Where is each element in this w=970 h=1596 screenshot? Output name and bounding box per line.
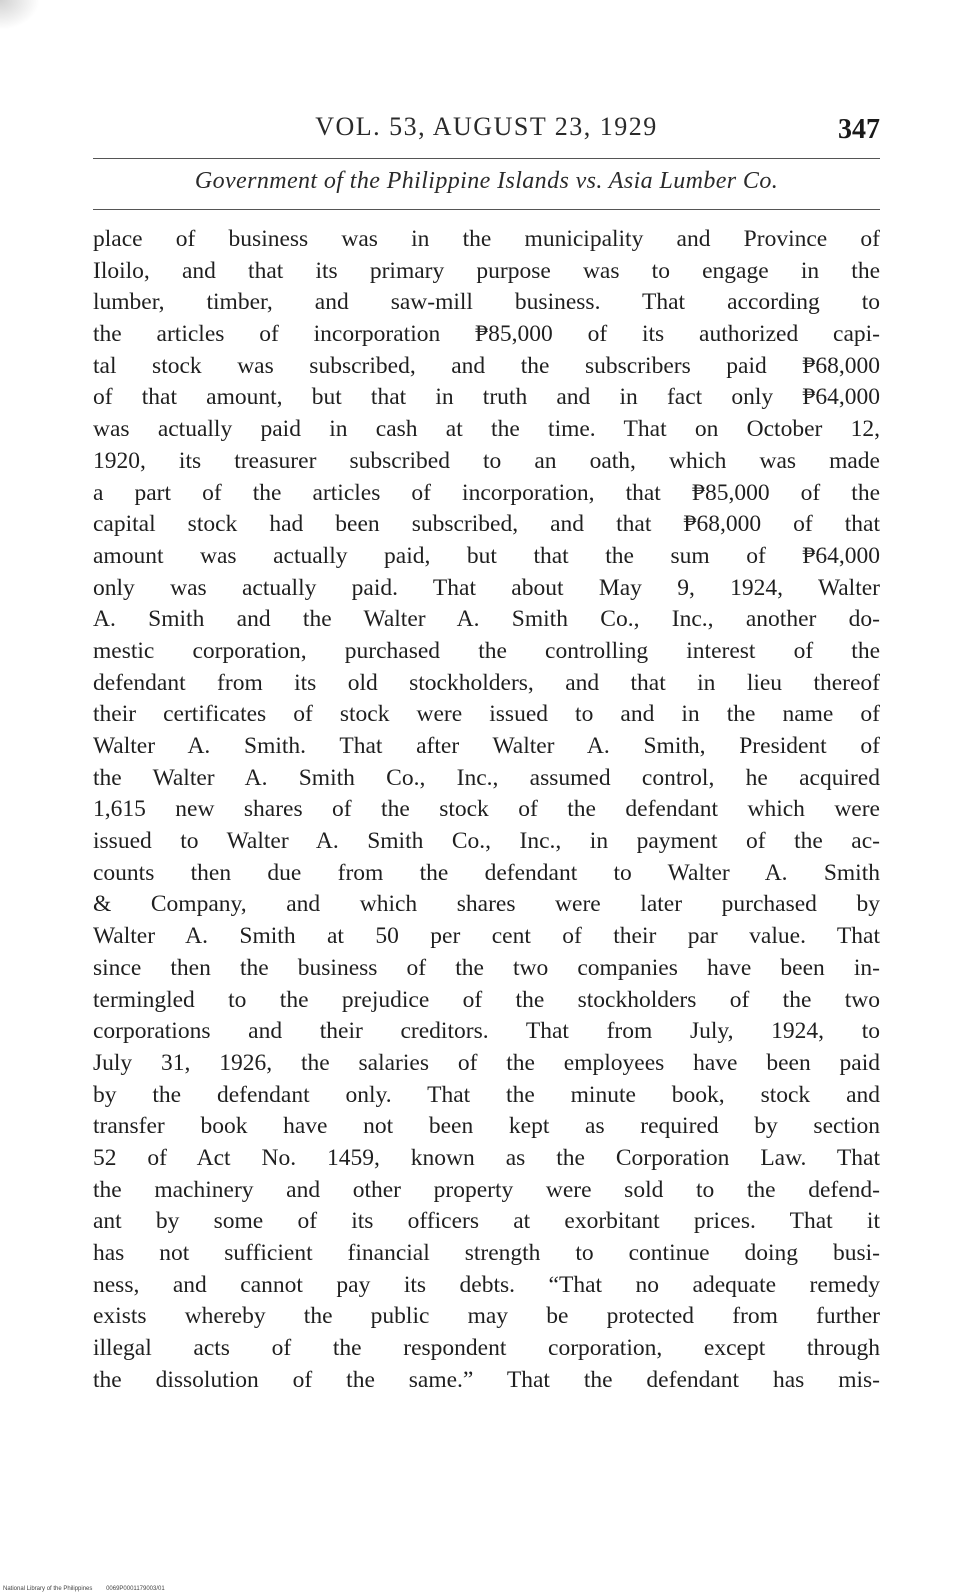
text-line: mestic corporation, purchased the controlling interest of the [93,637,880,664]
text-line: ness, and cannot pay its debts. “That no adequate remedy [93,1271,880,1298]
text-line: since then the business of the two companies have been in- [93,954,880,981]
text-line: 52 of Act No. 1459, known as the Corporation Law. That [93,1144,880,1171]
scan-footer [3,1586,177,1592]
text-line: & Company, and which shares were later purchased by [93,891,880,918]
footer-code: 0069P0001179003/01 [106,1586,165,1592]
text-line: illegal acts of the respondent corporation, except through [93,1335,880,1362]
page-number: 347 [838,114,880,145]
text-line: Walter A. Smith. That after Walter A. Smith, President of [93,733,880,759]
text-line: 1920, its treasurer subscribed to an oath, which was made [93,447,880,474]
text-line: the dissolution of the same.” That the defendant has mis- [93,1366,880,1393]
header-rule-top [93,158,880,159]
text-line: defendant from its old stockholders, and that in lieu thereof [93,669,880,696]
text-line: corporations and their creditors. That from July, 1924, to [93,1018,880,1045]
text-line: counts then due from the defendant to Walter A. Smith [93,859,880,886]
text-line: has not sufficient financial strength to continue doing busi- [93,1240,880,1266]
text-line: by the defendant only. That the minute book, stock and [93,1081,880,1108]
text-line: only was actually paid. That about May 9, 1924, Walter [93,574,880,601]
text-line: the articles of incorporation ₱85,000 of its authorized capi- [93,321,880,348]
case-title: Government of the Philippine Islands vs. Asia Lumber Co. [194,168,779,194]
text-line: ant by some of its officers at exorbitant prices. That it [93,1208,880,1235]
text-line: a part of the articles of incorporation, that ₱85,000 of the [93,479,880,506]
text-line: Iloilo, and that its primary purpose was to engage in the [93,257,880,284]
text-line: lumber, timber, and saw-mill business. That according to [93,289,880,316]
text-line: their certificates of stock were issued to and in the name of [93,701,880,728]
header-rule-bottom [93,209,880,210]
text-line: 1,615 new shares of the stock of the defendant which were [93,796,880,823]
running-head: VOL. 53, AUGUST 23, 1929 [315,112,658,141]
text-line: exists whereby the public may be protected from further [93,1303,880,1330]
text-line: Walter A. Smith at 50 per cent of their par value. That [93,923,880,950]
text-line: tal stock was subscribed, and the subscribers paid ₱68,000 [93,352,880,379]
text-line: transfer book have not been kept as required by section [93,1113,880,1140]
text-line: of that amount, but that in truth and in fact only ₱64,000 [93,384,880,411]
text-line: the Walter A. Smith Co., Inc., assumed control, he acquired [93,764,880,791]
scan-corner-shadow [0,0,40,30]
text-line: capital stock had been subscribed, and that ₱68,000 of that [93,511,880,538]
text-line: place of business was in the municipality and Province of [93,226,880,252]
body-text [93,224,880,1396]
page-header [93,112,880,152]
text-line: amount was actually paid, but that the sum of ₱64,000 [93,542,880,569]
text-line: A. Smith and the Walter A. Smith Co., Inc., another do- [93,606,880,633]
text-line: the machinery and other property were sold to the defend- [93,1176,880,1203]
text-line: termingled to the prejudice of the stockholders of the two [93,986,880,1013]
footer-library: National Library of the Philippines [3,1586,93,1592]
text-line: July 31, 1926, the salaries of the employees have been paid [93,1049,880,1076]
text-line: issued to Walter A. Smith Co., Inc., in payment of the ac- [93,828,880,855]
text-line: was actually paid in cash at the time. That on October 12, [93,416,880,443]
